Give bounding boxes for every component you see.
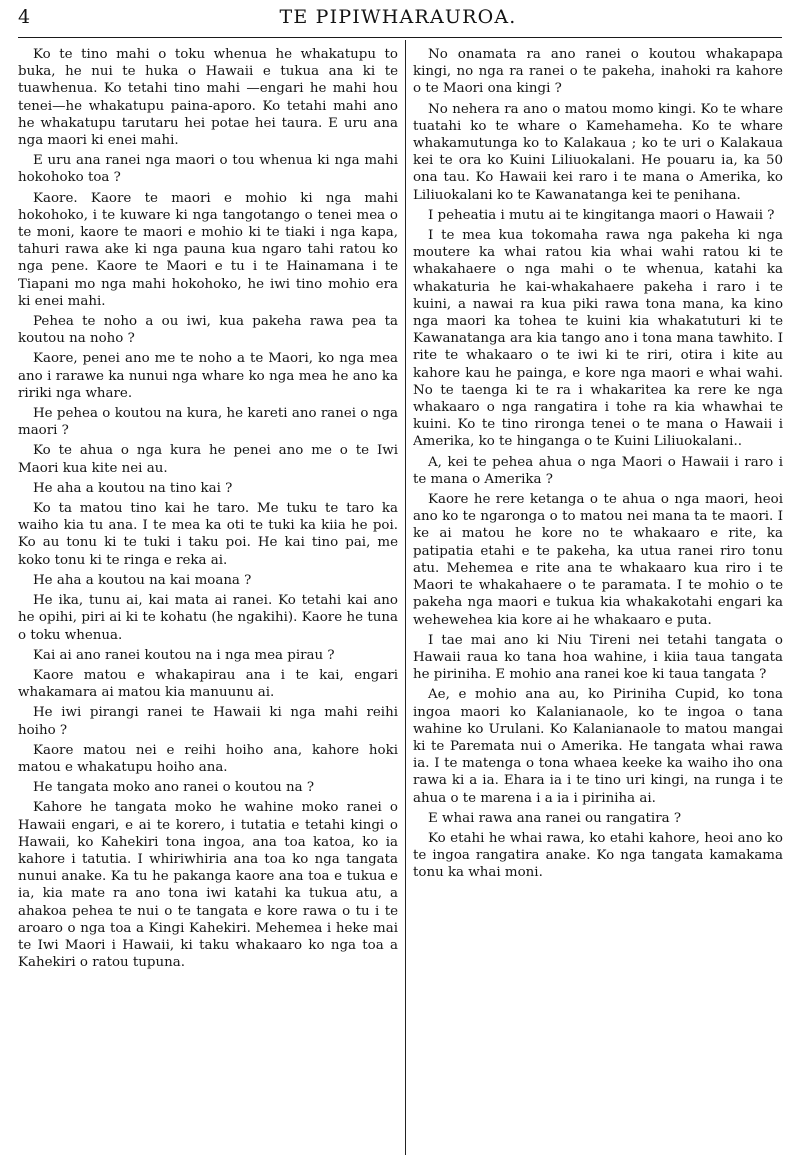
- paragraph: Kaore he rere ketanga o te ahua o nga maori, heoi ano ko te ngaronga o to matou nei mana ta te maori. I ke ai matou he kore no te whakaaro e rite, ka patipatia etahi e te pakeha, ka utua ranei riro tonu atu. Mehemea e rite ana te whakaaro kua riro i te Maori te whakahaere o te paramata. I te mohio o te pakeha nga maori e tukua kia whakakotahi engari ka wehewehea kia kore ai he whakaaro e puta.: [413, 492, 783, 628]
- question-paragraph: E uru ana ranei nga maori o tou whenua ki nga mahi hokohoko toa ?: [18, 153, 398, 186]
- header-rule: [18, 37, 782, 38]
- paragraph: Kaore matou nei e reihi hoiho ana, kahore hoki matou e whakatupu hoiho ana.: [18, 742, 398, 775]
- question-paragraph: He tangata moko ano ranei o koutou na ?: [33, 780, 315, 796]
- question-paragraph: A, kei te pehea ahua o nga Maori o Hawaii i raro i te mana o Amerika ?: [413, 454, 783, 487]
- question-paragraph: I peheatia i mutu ai te kingitanga maori o Hawaii ?: [428, 207, 775, 223]
- paragraph: Ko ta matou tino kai he taro. Me tuku te taro ka waiho kia tu ana. I te mea ka oti te tuki ka kiia he poi. Ko au tonu ki te tuki i taku poi. He kai tino pai, me koko tonu ki te ringa e reka ai.: [18, 501, 398, 568]
- question-paragraph: I tae mai ano ki Niu Tireni nei tetahi tangata o Hawaii raua ko tana hoa wahine, i kiia taua tangata he piriniha. E mohio ana ranei koe ki taua tangata ?: [413, 632, 783, 683]
- right-column: [413, 46, 783, 1154]
- page-number: 4: [18, 6, 31, 28]
- paragraph: Kaore. Kaore te maori e mohio ki nga mahi hokohoko, i te kuware ki nga tangotango o tenei mea o te moni, kaore te maori e mohio ki te tiaki i nga kapa, tahuri rawa ake ki nga pauna kua ngaro tahi ratou ko nga pene. Kaore te Maori e tu i te Hainamana i te Tiapani mo nga mahi hokohoko, he iwi tino mohio era ki enei mahi.: [18, 190, 398, 309]
- question-paragraph: He iwi pirangi ranei te Hawaii ki nga mahi reihi hoiho ?: [18, 705, 398, 738]
- paragraph: Kaore, penei ano me te noho a te Maori, ko nga mea ano i rarawe ka nunui nga whare ko nga mea he ano ka ririki nga whare.: [18, 351, 398, 401]
- running-title: TE PIPIWHARAUROA.: [279, 6, 517, 28]
- paragraph: Ko etahi he whai rawa, ko etahi kahore, heoi ano ko te ingoa rangatira anake. Ko nga tangata kamakama tonu ka whai moni.: [413, 830, 783, 881]
- question-paragraph: He pehea o koutou na kura, he kareti ano ranei o nga maori ?: [18, 406, 398, 439]
- paragraph: Kaore matou e whakapirau ana i te kai, engari whakamara ai matou kia manuunu ai.: [18, 667, 398, 701]
- paragraph: Kahore he tangata moko he wahine moko ranei o Hawaii engari, e ai te korero, i tutatia e tetahi kingi o Hawaii, ko Kahekiri tona ingoa, ana toa katoa, ko ia kahore i tatutia. I whiriwhiria ana toa ko nga tangata nunui anake. Ka tu he pakanga kaore ana toa e tukua e ia, kia mate ra ano tona iwi katahi ka tukua atu, a ahakoa pehea te nui o te tangata e kore rawa o tu i te aroaro o nga toa a Kingi Kahekiri. Mehemea i heke mai te Iwi Maori i Hawaii, ki taku whakaaro ko nga toa a Kahekiri o ratou tupuna.: [18, 800, 398, 971]
- question-paragraph: Pehea te noho a ou iwi, kua pakeha rawa pea ta koutou na noho ?: [18, 314, 398, 347]
- paragraph: Ko te ahua o nga kura he penei ano me o te Iwi Maori kua kite nei au.: [18, 443, 398, 476]
- column-divider: [405, 40, 406, 1155]
- question-paragraph: He aha a koutou na tino kai ?: [33, 480, 233, 496]
- question-paragraph: E whai rawa ana ranei ou rangatira ?: [428, 810, 682, 826]
- page-header: [0, 0, 796, 40]
- paragraph: I te mea kua tokomaha rawa nga pakeha ki nga moutere ka whai ratou kia whai wahi ratou ki te whakahaere o nga mahi o te whenua, katahi ka whakaturia he kai-whakahaere pakeha i raro i te kuini, a nawai ra kua piki rawa tona mana, ka kino nga maori ka tohea te kuini kia whakatuturi ki te Kawanatanga ara kia tango ano i tona mana tawhito. I rite te whakaaro o te iwi ki te riri, otira i kite au kahore kau he painga, e kore nga maori e whai wahi. No te taenga ki te ra i whakaritea ka rere ke nga whakaaro o nga rangatira i tohe ra kia whawhai te kuini. Ko te tino rironga tenei o te mana o Hawaii i Amerika, ko te hinganga o te Kuini Liliuokalani..: [413, 228, 783, 450]
- paragraph: He ika, tunu ai, kai mata ai ranei. Ko tetahi kai ano he opihi, piri ai ki te kohatu (he ngakihi). Kaore he tuna o toku whenua.: [18, 593, 398, 643]
- question-paragraph: He aha a koutou na kai moana ?: [33, 572, 252, 588]
- paragraph: Ko te tino mahi o toku whenua he whakatupu to buka, he nui te huka o Hawaii e tukua ana ki te tuawhenua. Ko tetahi tino mahi —engari he mahi hou tenei—he whakatupu paina-aporo. Ko tetahi mahi ano he whakatupu tarutaru hei potae hei taura. E uru ana nga maori ki enei mahi.: [18, 47, 398, 149]
- paragraph: No nehera ra ano o matou momo kingi. Ko te whare tuatahi ko te whare o Kamehameha. Ko te whare whakamutunga ko to Kalakaua ; ko te uri o Kalakaua kei te ora ko Kuini Liliuokalani. He pouaru ia, ka 50 ona tau. Ko Hawaii kei raro i te mana o Amerika, ko Liliuokalani ko te Kawanatanga kei te penihana.: [413, 101, 783, 203]
- paragraph: Ae, e mohio ana au, ko Piriniha Cupid, ko tona ingoa maori ko Kalanianaole, ko te ingoa o tana wahine ko Urulani. Ko Kalanianaole to matou mangai ki te Paremata nui o Amerika. He tangata whai rawa ia. I te matenga o tona whaea keeke ka waiho iho ona rawa ki a ia. Ehara ia i te tino uri kingi, na runga i te ahua o te marena i a ia i piriniha ai.: [413, 687, 783, 806]
- left-column: [18, 46, 398, 1154]
- question-paragraph: Kai ai ano ranei koutou na i nga mea pirau ?: [33, 647, 335, 663]
- question-paragraph: No onamata ra ano ranei o koutou whakapapa kingi, no nga ra ranei o te pakeha, inahoki ra kahore o te Maori ona kingi ?: [413, 47, 783, 97]
